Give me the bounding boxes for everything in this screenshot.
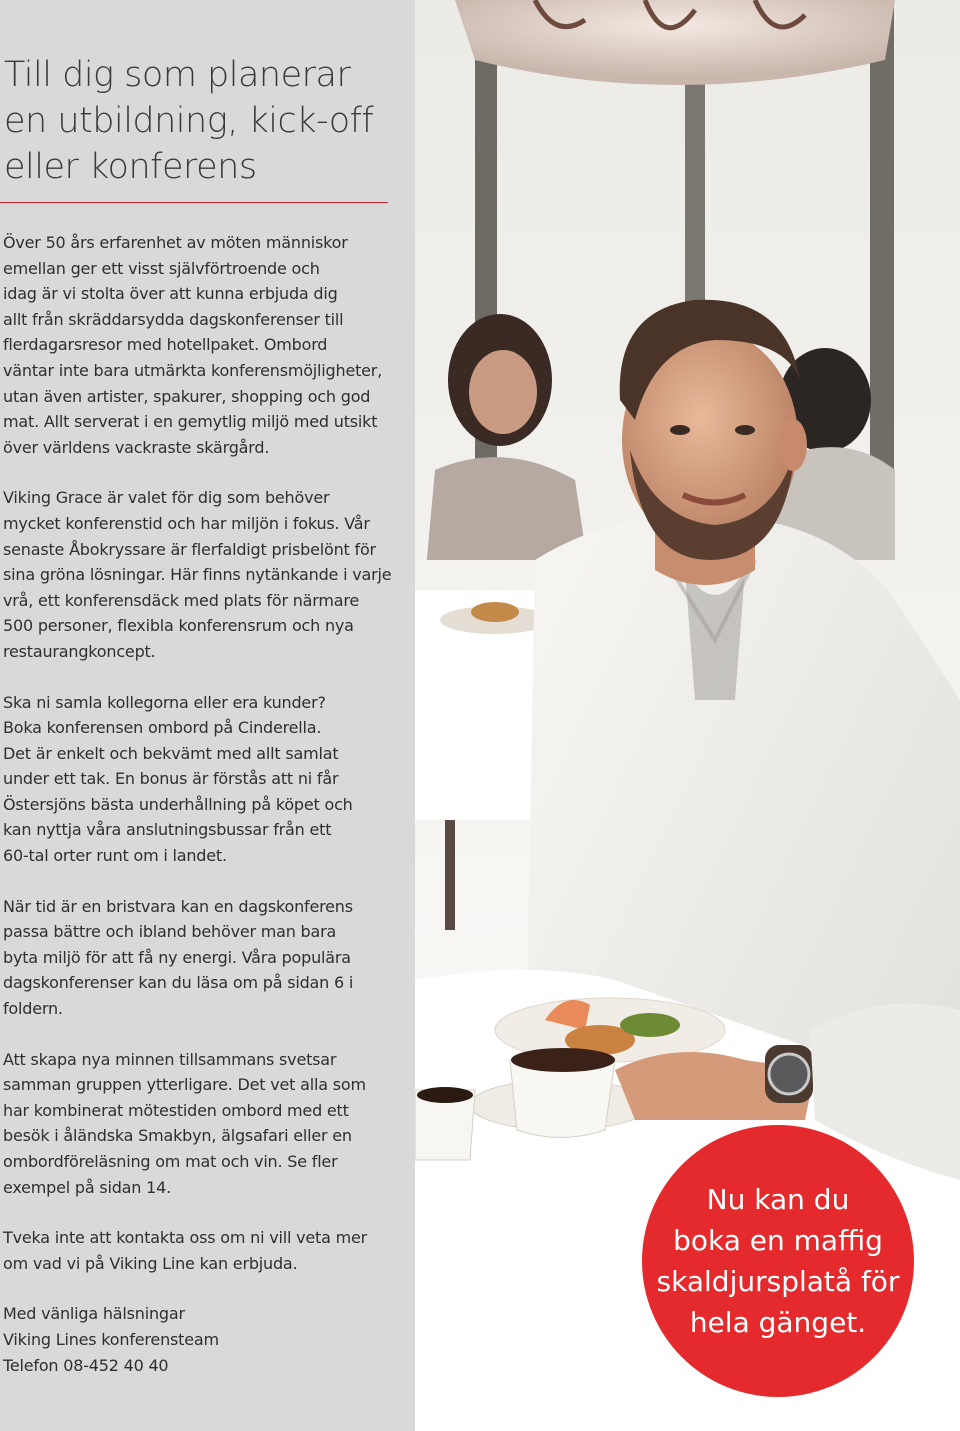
body-paragraph <box>3 1301 395 1378</box>
paragraph-line: Boka konferensen ombord på Cinderella. <box>3 718 322 738</box>
paragraph-line: utan även artister, spakurer, shopping och god <box>3 386 371 406</box>
paragraph-line: exempel på sidan 14. <box>3 1177 171 1197</box>
paragraph-line: senaste Åbokryssare är flerfaldigt prisbelönt för <box>3 539 376 559</box>
paragraph-line: 500 personer, flexibla konferensrum och nya <box>3 616 354 636</box>
paragraph-line: vrå, ett konferensdäck med plats för närmare <box>3 590 360 610</box>
promo-badge <box>642 1125 914 1397</box>
body-paragraph <box>3 1225 395 1276</box>
body-paragraph <box>3 1047 395 1201</box>
paragraph-line: Med vänliga hälsningar <box>3 1304 185 1324</box>
paragraph-line: allt från skräddarsydda dagskonferenser till <box>3 309 344 329</box>
paragraph-line: restaurangkoncept. <box>3 641 156 661</box>
paragraph-line: Östersjöns bästa underhållning på köpet och <box>3 794 353 814</box>
paragraph-line: Viking Lines konferensteam <box>3 1329 219 1349</box>
paragraph-line: byta miljö för att få ny energi. Våra populära <box>3 947 351 967</box>
paragraph-line: emellan ger ett visst självförtroende och <box>3 258 320 278</box>
title-line: en utbildning, kick-off <box>4 101 374 141</box>
body-paragraph <box>3 894 395 1022</box>
paragraph-line: om vad vi på Viking Line kan erbjuda. <box>3 1253 298 1273</box>
paragraph-line: Viking Grace är valet för dig som behöver <box>3 488 330 508</box>
paragraph-line: foldern. <box>3 999 63 1019</box>
badge-line: hela gänget. <box>689 1306 867 1339</box>
paragraph-line: Att skapa nya minnen tillsammans svetsar <box>3 1049 337 1069</box>
title-line: Till dig som planerar <box>4 55 351 95</box>
paragraph-line: samman gruppen ytterligare. Det vet alla som <box>3 1075 366 1095</box>
paragraph-line: Telefon 08-452 40 40 <box>3 1355 169 1375</box>
paragraph-line: 60-tal orter runt om i landet. <box>3 846 227 866</box>
paragraph-line: idag är vi stolta över att kunna erbjuda dig <box>3 284 338 304</box>
paragraph-line: När tid är en bristvara kan en dagskonferens <box>3 896 353 916</box>
body-paragraph <box>3 690 395 869</box>
badge-line: Nu kan du <box>706 1183 850 1216</box>
paragraph-line: kan nyttja våra anslutningsbussar från ett <box>3 820 332 840</box>
paragraph-line: väntar inte bara utmärkta konferensmöjligheter, <box>3 360 383 380</box>
paragraph-line: passa bättre och ibland behöver man bara <box>3 922 337 942</box>
paragraph-line: över världens vackraste skärgård. <box>3 437 270 457</box>
paragraph-line: mat. Allt serverat i en gemytlig miljö med utsikt <box>3 412 378 432</box>
body-paragraph <box>3 485 395 664</box>
paragraph-line: Över 50 års erfarenhet av möten människor <box>3 233 348 252</box>
title-divider <box>0 202 388 203</box>
badge-line: boka en maffig <box>673 1224 883 1257</box>
paragraph-line: sina gröna lösningar. Här finns nytänkande i varje <box>3 565 392 585</box>
paragraph-line: besök i åländska Smakbyn, älgsafari eller en <box>3 1126 352 1146</box>
page-title <box>4 52 404 190</box>
paragraph-line: dagskonferenser kan du läsa om på sidan 6 i <box>3 973 354 993</box>
title-line: eller konferens <box>4 147 257 187</box>
paragraph-line: flerdagarsresor med hotellpaket. Ombord <box>3 335 328 355</box>
paragraph-line: Det är enkelt och bekvämt med allt samlat <box>3 743 339 763</box>
paragraph-line: Ska ni samla kollegorna eller era kunder? <box>3 692 326 712</box>
text-column <box>0 0 415 1431</box>
badge-line: skaldjursplatå för <box>656 1265 900 1298</box>
paragraph-line: mycket konferenstid och har miljön i fokus. Vår <box>3 513 370 533</box>
paragraph-line: har kombinerat mötestiden ombord med ett <box>3 1100 349 1120</box>
body-paragraph <box>3 230 395 460</box>
paragraph-line: ombordföreläsning om mat och vin. Se fler <box>3 1152 338 1171</box>
paragraph-line: under ett tak. En bonus är förstås att ni får <box>3 769 339 789</box>
body-text <box>3 230 395 1378</box>
paragraph-line: Tveka inte att kontakta oss om ni vill veta mer <box>3 1228 367 1248</box>
